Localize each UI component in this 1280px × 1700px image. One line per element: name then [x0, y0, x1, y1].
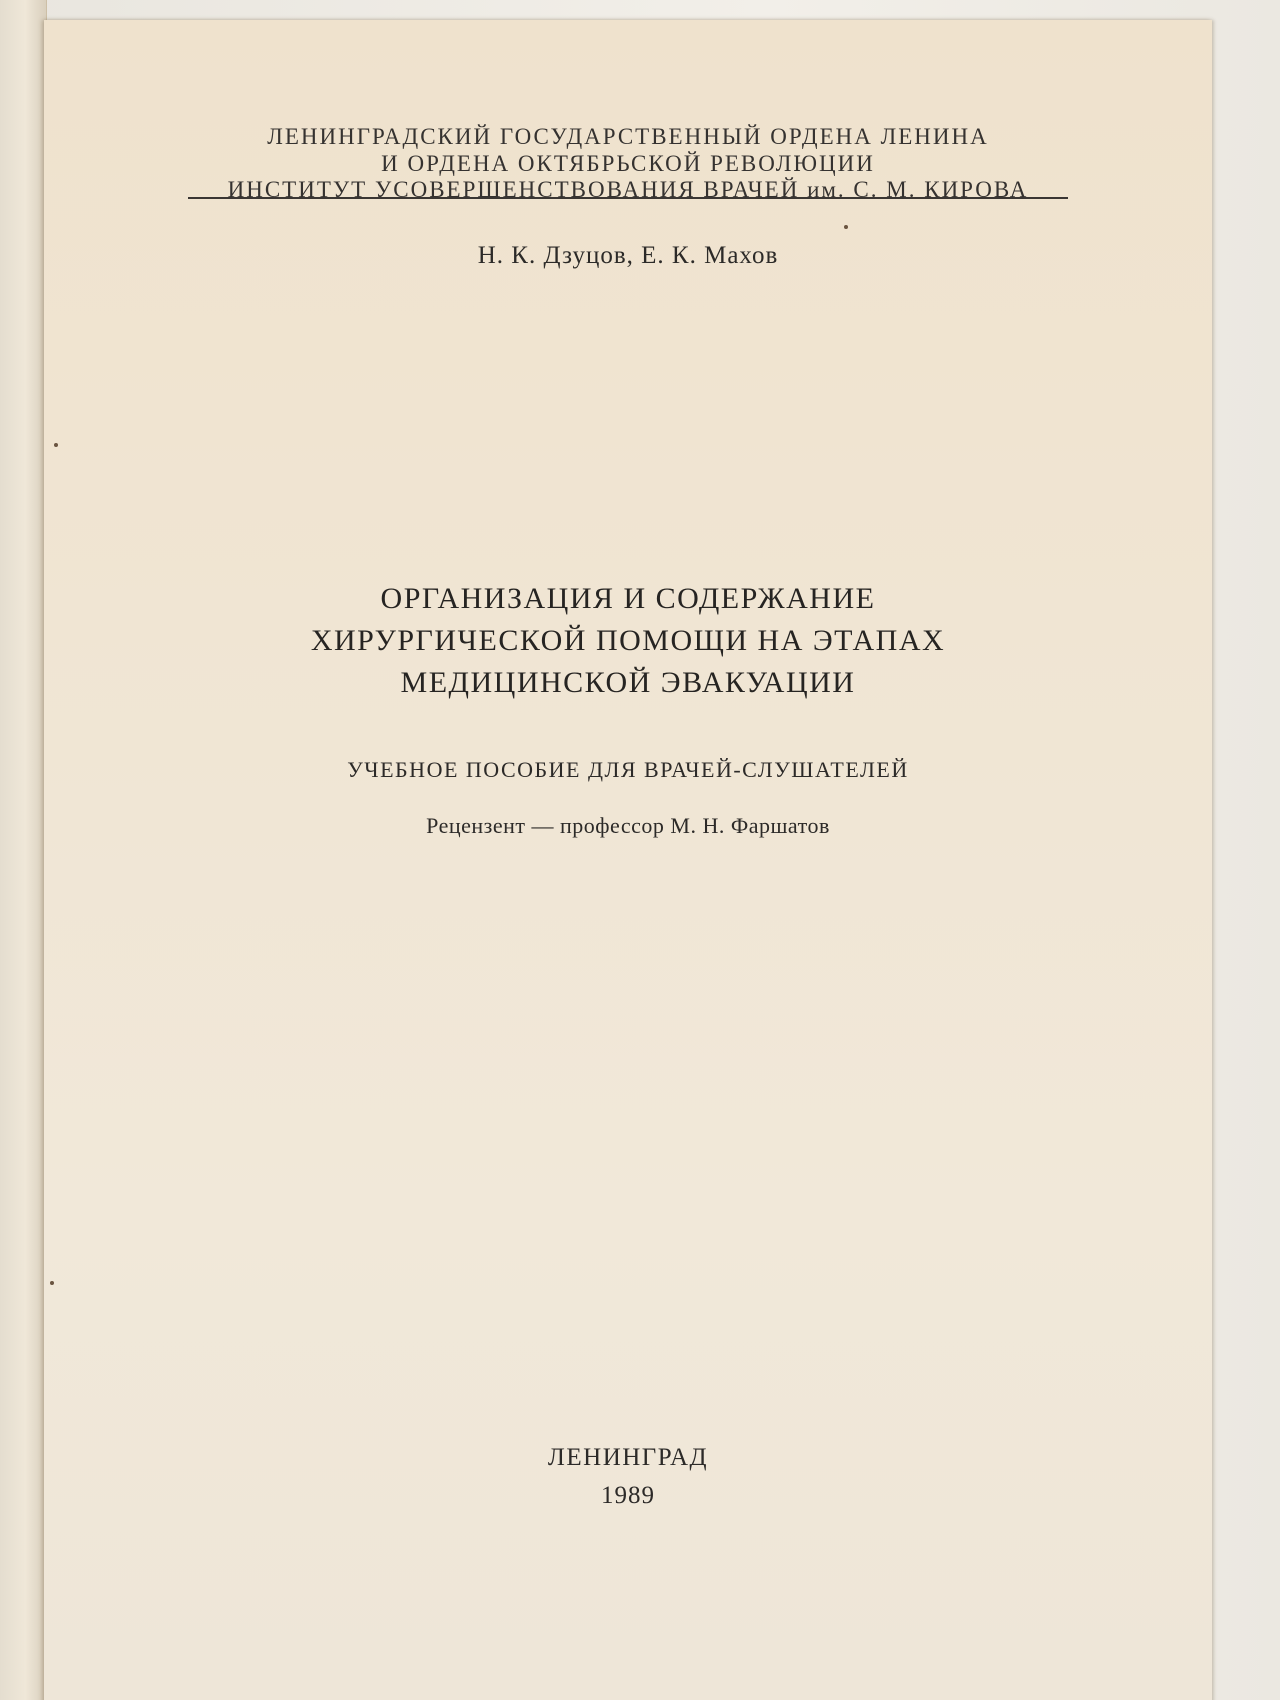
imprint-year: 1989 [601, 1482, 655, 1509]
institution-line-3: ИНСТИТУТ УСОВЕРШЕНСТВОВАНИЯ ВРАЧЕЙ им. С. М. КИРОВА [227, 177, 1029, 202]
reviewer: Рецензент — профессор М. Н. Фаршатов [426, 813, 830, 838]
ink-speck [50, 1281, 54, 1285]
title-line-2: ХИРУРГИЧЕСКОЙ ПОМОЩИ НА ЭТАПАХ [310, 624, 946, 657]
institution-line-2: И ОРДЕНА ОКТЯБРЬСКОЙ РЕВОЛЮЦИИ [381, 151, 875, 176]
binding-edge [0, 0, 47, 1700]
authors: Н. К. Дзуцов, Е. К. Махов [477, 242, 779, 269]
institution-line-1: ЛЕНИНГРАДСКИЙ ГОСУДАРСТВЕННЫЙ ОРДЕНА ЛЕНИНА [267, 124, 989, 149]
title-line-3: МЕДИЦИНСКОЙ ЭВАКУАЦИИ [400, 666, 856, 699]
title-line-1: ОРГАНИЗАЦИЯ И СОДЕРЖАНИЕ [380, 582, 876, 615]
ink-speck [54, 443, 58, 447]
subtitle: УЧЕБНОЕ ПОСОБИЕ ДЛЯ ВРАЧЕЙ-СЛУШАТЕЛЕЙ [347, 757, 909, 782]
title-page [44, 20, 1212, 1700]
header-rule [188, 197, 1068, 199]
ink-speck [844, 225, 848, 229]
imprint-city: ЛЕНИНГРАД [547, 1444, 709, 1471]
